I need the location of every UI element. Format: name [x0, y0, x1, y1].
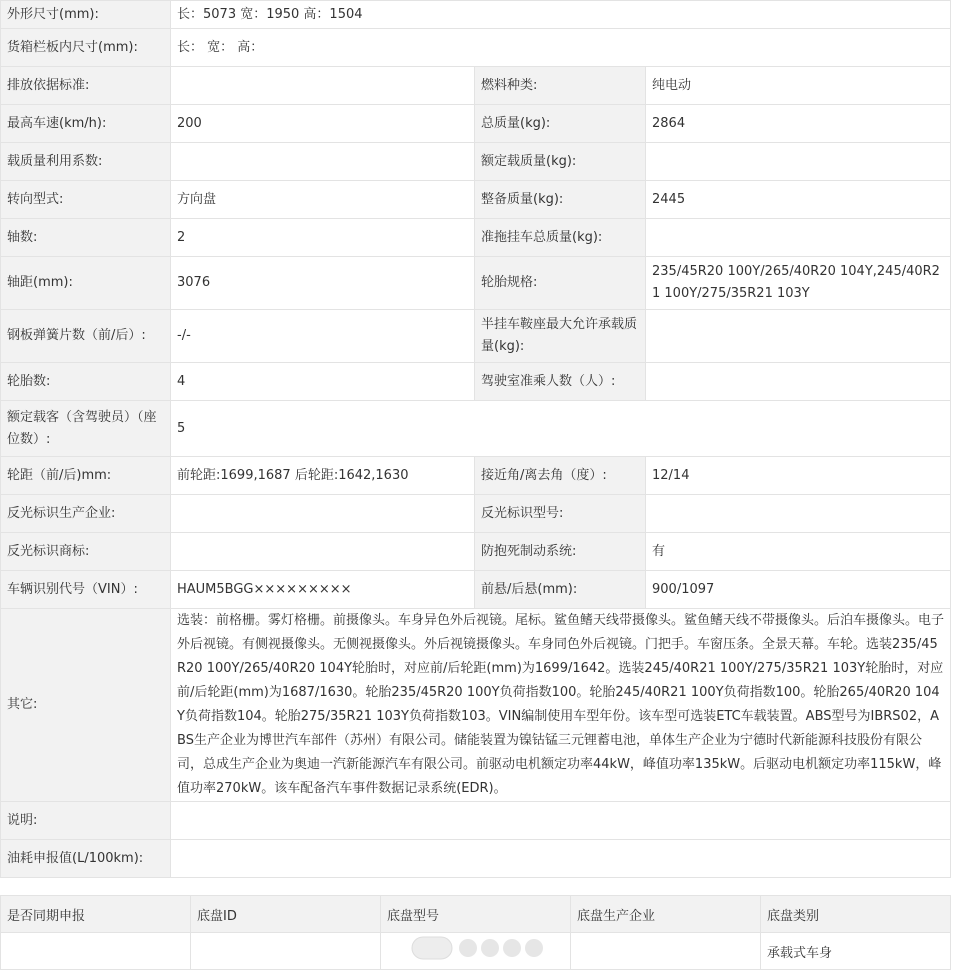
value-max-speed: 200	[171, 105, 475, 143]
label-overhang: 前悬/后悬(mm):	[475, 571, 646, 609]
label-reflector-model: 反光标识型号:	[475, 495, 646, 533]
label-reflector-brand: 反光标识商标:	[1, 533, 171, 571]
value-fuel-type: 纯电动	[646, 67, 951, 105]
label-wheelbase: 轴距(mm):	[1, 257, 171, 310]
spec-row	[1, 401, 951, 457]
value-axle-count: 2	[171, 219, 475, 257]
value-rated-load-mass	[646, 143, 951, 181]
value-rated-passengers: 5	[171, 401, 951, 457]
header-chassis-id: 底盘ID	[191, 896, 381, 933]
value-other: 选装：前格栅。雾灯格栅。前摄像头。车身异色外后视镜。尾标。鲨鱼鳍天线带摄像头。鲨鱼鳍天线不带摄像头。后泊车摄像头。电子外后视镜。有侧视摄像头。无侧视摄像头。外后视镜摄像头。车身同色外后视镜。门把手。车窗压条。全景天幕。车轮。选装235/45R20 100Y/265/40R20 104Y轮胎时，对应前/后轮距(mm)为1699/1642。选装245/40R21 100Y/275/35R21 103Y轮胎时，对应前/后轮距(mm)为1687/1630。轮胎235/45R20 100Y负荷指数100。轮胎245/40R21 100Y负荷指数100。轮胎265/40R20 104Y负荷指数104。轮胎275/35R21 103Y负荷指数103。VIN编制使用车型年份。该车型可选装ETC车载装置。ABS型号为IBRS02，ABS生产企业为博世汽车部件（苏州）有限公司。储能装置为镍钴锰三元锂蓄电池，单体生产企业为宁德时代新能源科技股份有限公司，总成生产企业为奥迪一汽新能源汽车有限公司。前驱动电机额定功率44kW，峰值功率135kW。后驱动电机额定功率115kW，峰值功率270kW。该车配备汽车事件数据记录系统(EDR)。	[171, 609, 951, 802]
cell-chassis-id	[191, 933, 381, 970]
label-saddle-load: 半挂车鞍座最大允许承载质量(kg):	[475, 310, 646, 363]
label-curb-mass: 整备质量(kg):	[475, 181, 646, 219]
label-outer-dimensions: 外形尺寸(mm):	[1, 1, 171, 29]
label-reflector-maker: 反光标识生产企业:	[1, 495, 171, 533]
value-load-utilization	[171, 143, 475, 181]
value-trailer-mass	[646, 219, 951, 257]
spec-row	[1, 533, 951, 571]
value-leaf-springs: -/-	[171, 310, 475, 363]
label-load-utilization: 载质量利用系数:	[1, 143, 171, 181]
label-steering-type: 转向型式:	[1, 181, 171, 219]
cell-chassis-category: 承载式车身	[761, 933, 951, 970]
spec-row	[1, 143, 951, 181]
spec-row	[1, 219, 951, 257]
label-trailer-mass: 准拖挂车总质量(kg):	[475, 219, 646, 257]
header-chassis-model: 底盘型号	[381, 896, 571, 933]
label-fuel-consumption: 油耗申报值(L/100km):	[1, 840, 171, 878]
header-chassis-maker: 底盘生产企业	[571, 896, 761, 933]
label-axle-count: 轴数:	[1, 219, 171, 257]
label-leaf-springs: 钢板弹簧片数（前/后）:	[1, 310, 171, 363]
value-emission-standard	[171, 67, 475, 105]
value-cab-passengers	[646, 363, 951, 401]
chassis-header-row	[1, 896, 951, 933]
spec-row	[1, 257, 951, 310]
value-tire-count: 4	[171, 363, 475, 401]
value-approach-departure-angle: 12/14	[646, 457, 951, 495]
watermark-logo	[410, 933, 560, 963]
cell-same-period	[1, 933, 191, 970]
spec-row	[1, 181, 951, 219]
value-track-width: 前轮距:1699,1687 后轮距:1642,1630	[171, 457, 475, 495]
label-approach-departure-angle: 接近角/离去角（度）:	[475, 457, 646, 495]
spec-row	[1, 571, 951, 609]
spec-row	[1, 67, 951, 105]
label-cab-passengers: 驾驶室准乘人数（人）:	[475, 363, 646, 401]
value-steering-type: 方向盘	[171, 181, 475, 219]
value-reflector-maker	[171, 495, 475, 533]
cell-chassis-maker	[571, 933, 761, 970]
spec-row	[1, 840, 951, 878]
value-total-mass: 2864	[646, 105, 951, 143]
spec-row	[1, 310, 951, 363]
label-abs: 防抱死制动系统:	[475, 533, 646, 571]
header-same-period: 是否同期申报	[1, 896, 191, 933]
spec-row	[1, 802, 951, 840]
spec-row	[1, 495, 951, 533]
header-chassis-category: 底盘类别	[761, 896, 951, 933]
spec-row	[1, 29, 951, 67]
label-emission-standard: 排放依据标准:	[1, 67, 171, 105]
label-total-mass: 总质量(kg):	[475, 105, 646, 143]
label-rated-passengers: 额定载客（含驾驶员）（座位数）:	[1, 401, 171, 457]
value-vin: HAUM5BGG×××××××××	[171, 571, 475, 609]
value-abs: 有	[646, 533, 951, 571]
spec-row	[1, 457, 951, 495]
label-vin: 车辆识别代号（VIN）:	[1, 571, 171, 609]
spec-row	[1, 1, 951, 29]
label-max-speed: 最高车速(km/h):	[1, 105, 171, 143]
value-saddle-load	[646, 310, 951, 363]
value-overhang: 900/1097	[646, 571, 951, 609]
value-wheelbase: 3076	[171, 257, 475, 310]
label-cargo-box-dimensions: 货箱栏板内尺寸(mm):	[1, 29, 171, 67]
label-fuel-type: 燃料种类:	[475, 67, 646, 105]
value-notes	[171, 802, 951, 840]
value-tire-spec: 235/45R20 100Y/265/40R20 104Y,245/40R21 100Y/275/35R21 103Y	[646, 257, 951, 310]
label-tire-spec: 轮胎规格:	[475, 257, 646, 310]
spec-row	[1, 363, 951, 401]
value-curb-mass: 2445	[646, 181, 951, 219]
value-outer-dimensions: 长：5073 宽：1950 高：1504	[171, 1, 951, 29]
value-reflector-brand	[171, 533, 475, 571]
label-rated-load-mass: 额定载质量(kg):	[475, 143, 646, 181]
label-other: 其它:	[1, 609, 171, 802]
label-notes: 说明:	[1, 802, 171, 840]
value-cargo-box-dimensions: 长： 宽： 高：	[171, 29, 951, 67]
value-fuel-consumption	[171, 840, 951, 878]
spec-row	[1, 609, 951, 802]
spec-row	[1, 105, 951, 143]
label-track-width: 轮距（前/后)mm:	[1, 457, 171, 495]
label-tire-count: 轮胎数:	[1, 363, 171, 401]
value-reflector-model	[646, 495, 951, 533]
